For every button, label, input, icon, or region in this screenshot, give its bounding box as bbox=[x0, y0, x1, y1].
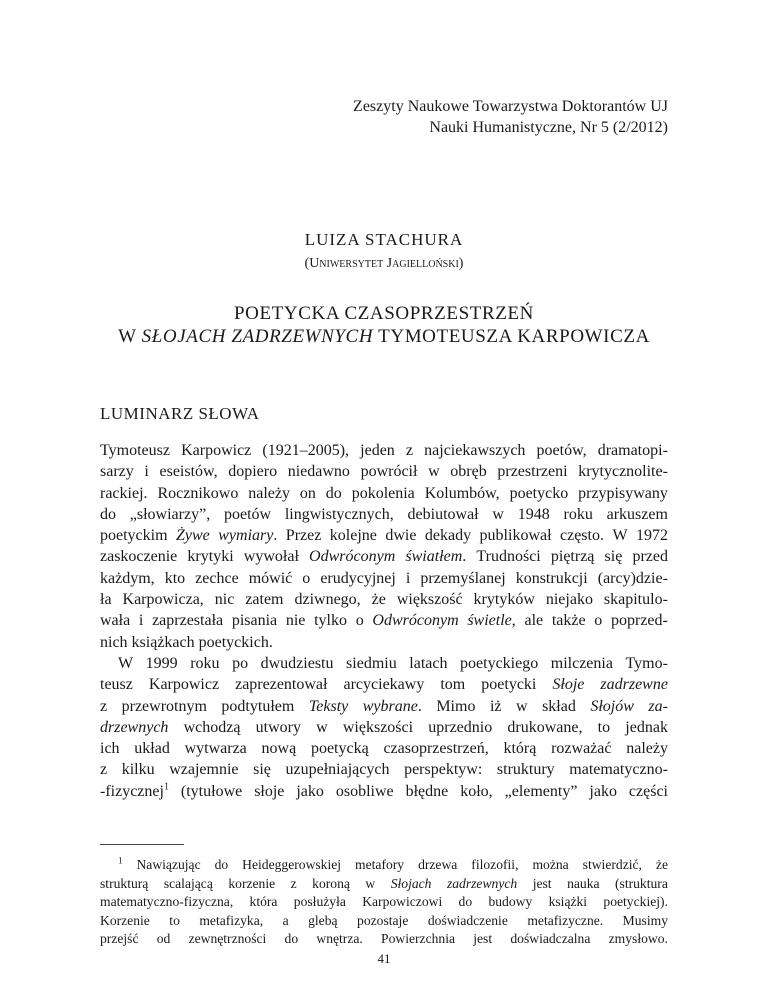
paragraph-2-line: -fizycznej$^1$ (tytułowe słoje jako osobliwe błędne koło, „elementy” jako części bbox=[100, 781, 668, 800]
footnote-line: strukturą scalającą korzenie z koroną w Słojach zadrzewnych jest nauka (struktura bbox=[100, 875, 668, 891]
journal-header bbox=[353, 96, 668, 138]
paragraph-1 bbox=[100, 440, 668, 653]
journal-name: Zeszyty Naukowe Towarzystwa Doktorantów UJ bbox=[353, 98, 668, 115]
paragraph-2-line: drzewnych wchodzą utwory w większości uprzednio drukowane, to jednak bbox=[100, 718, 668, 736]
footnote-rule bbox=[100, 844, 184, 845]
journal-issue: Nauki Humanistyczne, Nr 5 (2/2012) bbox=[429, 119, 668, 136]
paragraph-1-line: do „słowiarzy”, poetów lingwistycznych, debiutował w 1948 roku arkuszem bbox=[100, 505, 668, 523]
paragraph-2-line: z przewrotnym podtytułem Teksty wybrane. Mimo iż w skład Słojów za- bbox=[100, 697, 668, 715]
paragraph-1-line: nich książkach poetyckich. bbox=[100, 633, 273, 651]
page-number: 41 bbox=[377, 951, 391, 966]
section-heading: LUMINARZ SŁOWA bbox=[100, 404, 260, 423]
title-line-1: POETYCKA CZASOPRZESTRZEŃ bbox=[234, 303, 534, 324]
paragraph-1-line: rackiej. Rocznikowo należy on do pokolenia Kolumbów, poetycko przypisywany bbox=[100, 484, 668, 502]
footnote-line: przejść od zewnętrzności do wnętrza. Powierzchnia jest doświadczalna zmysłowo. bbox=[100, 931, 668, 946]
title-line-2-italic: SŁOJACH ZADRZEWNYCH bbox=[141, 326, 374, 347]
title-line-2 bbox=[0, 325, 768, 348]
footnote-line: Korzenie to metafizyka, a glebą pozostaje doświadczenie metafizyczne. Musimy bbox=[100, 912, 668, 928]
footnote-line: matematyczno-fizyczna, która posłużyła Karpowiczowi do budowy książki poetyckiej). bbox=[100, 894, 668, 909]
paragraph-2 bbox=[100, 653, 668, 802]
title-line-2-post: TYMOTEUSZA KARPOWICZA bbox=[373, 326, 650, 347]
article-title bbox=[0, 302, 768, 348]
paragraph-1-line: każdym, kto zechce mówić o erudycyjnej i przemyślanej konstrukcji (arcy)dzie- bbox=[100, 569, 668, 587]
paragraph-1-line: wała i zaprzestała pisania nie tylko o Odwróconym świetle, ale także o poprzed- bbox=[100, 612, 668, 630]
paragraph-1-line: zaskoczenie krytyki wywołał Odwróconym światłem. Trudności piętrzą się przed bbox=[100, 548, 668, 566]
footnote bbox=[100, 856, 668, 949]
body-text bbox=[100, 440, 668, 802]
title-line-2-pre: W bbox=[118, 326, 142, 347]
paragraph-1-line: sarzy i eseistów, dopiero niedawno powrócił w obręb przestrzeni krytycznolite- bbox=[100, 463, 668, 481]
paragraph-2-line: teusz Karpowicz zaprezentował arcyciekawy tom poetycki Słoje zadrzewne bbox=[100, 676, 668, 694]
footnote-line: $^1$ Nawiązując do Heideggerowskiej metafory drzewa filozofii, można stwierdzić, że bbox=[118, 855, 668, 872]
author-affiliation: (Uniwersytet Jagielloński) bbox=[304, 256, 464, 271]
paragraph-2-line: W 1999 roku po dwudziestu siedmiu latach poetyckiego milczenia Tymo- bbox=[118, 654, 668, 672]
author-name: LUIZA STACHURA bbox=[304, 230, 464, 249]
paragraph-1-line: poetyckim Żywe wymiary. Przez kolejne dwie dekady publikował często. W 1972 bbox=[100, 527, 668, 545]
paragraph-1-line: Tymoteusz Karpowicz (1921–2005), jeden z najciekawszych poetów, dramatopi- bbox=[100, 442, 668, 459]
paragraph-2-line: ich układ wytwarza nową poetycką czasoprzestrzeń, którą rozważać należy bbox=[100, 740, 668, 758]
paragraph-1-line: ła Karpowicza, nic zatem dziwnego, że większość krytyków niejako skapitulo- bbox=[100, 591, 668, 609]
paragraph-2-line: z kilku wzajemnie się uzupełniających perspektyw: struktury matematyczno- bbox=[100, 761, 668, 779]
